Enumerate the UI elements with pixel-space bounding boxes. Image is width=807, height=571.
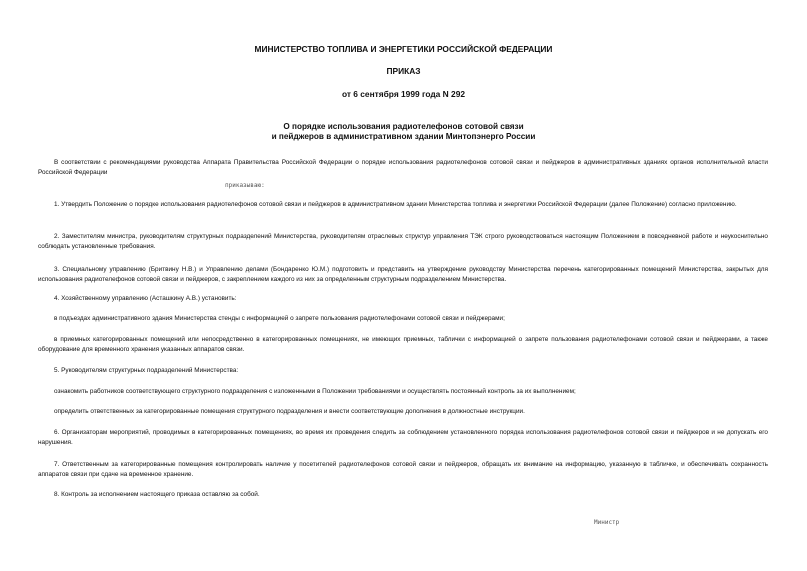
paragraph-4: 4. Хозяйственному управлению (Асташкину А.В.) установить: [54, 295, 237, 302]
paragraph-6: 6. Организаторам мероприятий, проводимых в категорированных помещениях, во время их проведения следить за соблюдением установленного порядка использования радиотелефонов сотовой связи и пейджеров и не допускать его нарушения. [38, 429, 768, 446]
paragraph-5a: ознакомить работников соответствующего структурного подразделения с изложенными в Положении требованиями и осуществлять постоянный контроль за их выполнением; [54, 388, 576, 395]
signature-title: Министр [594, 519, 620, 526]
paragraph-3: 3. Специальному управлению (Бритвину Н.В.) и Управлению делами (Бондаренко Ю.М.) подготовить и представить на утверждение руководству Министерства перечень категорированных помещений Министерства, закрытых для использования радиотелефонов сотовой связи и пейджеров, с закреплением каждого из них за определенным структурным подразделением Министерства. [38, 266, 768, 283]
order-word: приказываю: [225, 182, 265, 189]
paragraph-5b: определить ответственных за категорированные помещения структурного подразделения и внести соответствующие дополнения в должностные инструкции. [54, 408, 525, 415]
document-title [0, 122, 807, 142]
paragraph-7: 7. Ответственным за категорированные помещения контролировать наличие у посетителей радиотелефонов сотовой связи и пейджеров, обращать их внимание на информацию, указанную в табличке, и обеспечивать сохранность аппаратов связи при сдаче на временное хранение. [38, 461, 768, 478]
paragraph-8: 8. Контроль за исполнением настоящего приказа оставляю за собой. [54, 491, 260, 498]
doc-type-heading: ПРИКАЗ [386, 66, 421, 76]
paragraph-1: 1. Утвердить Положение о порядке использования радиотелефонов сотовой связи и пейджеров в административном здании Министерства топлива и энергетики Российской Федерации (далее Положение) согласно приложению. [54, 201, 737, 208]
preamble-paragraph: В соответствии с рекомендациями руководства Аппарата Правительства Российской Федерации о порядке использования радиотелефонов сотовой связи и пейджеров в административных зданиях органов исполнительной власти Российской Федерации [38, 159, 768, 176]
paragraph-5: 5. Руководителям структурных подразделений Министерства: [54, 367, 239, 374]
paragraph-2: 2. Заместителям министра, руководителям структурных подразделений Министерства, руководителям отраслевых структур управления ТЭК строго руководствоваться настоящим Положением в повседневной работе и неукоснительно соблюдать установленные требования. [38, 233, 768, 250]
ministry-heading: МИНИСТЕРСТВО ТОПЛИВА И ЭНЕРГЕТИКИ РОССИЙСКОЙ ФЕДЕРАЦИИ [254, 44, 553, 54]
paragraph-4a: в подъездах административного здания Министерства стенды с информацией о запрете пользования радиотелефонами сотовой связи и пейджерами; [54, 315, 505, 322]
title-line-2: и пейджеров в административном здании Минтопэнерго России [271, 132, 536, 141]
date-number-heading: от 6 сентября 1999 года N 292 [341, 89, 466, 99]
paragraph-4b: в приемных категорированных помещений или непосредственно в категорированных помещениях, не имеющих приемных, таблички с информацией о запрете пользования радиотелефонами сотовой связи и пейджерами, а также оборудование для временного хранения указанных аппаратов связи. [38, 336, 768, 353]
title-line-1: О порядке использования радиотелефонов сотовой связи [283, 122, 524, 131]
